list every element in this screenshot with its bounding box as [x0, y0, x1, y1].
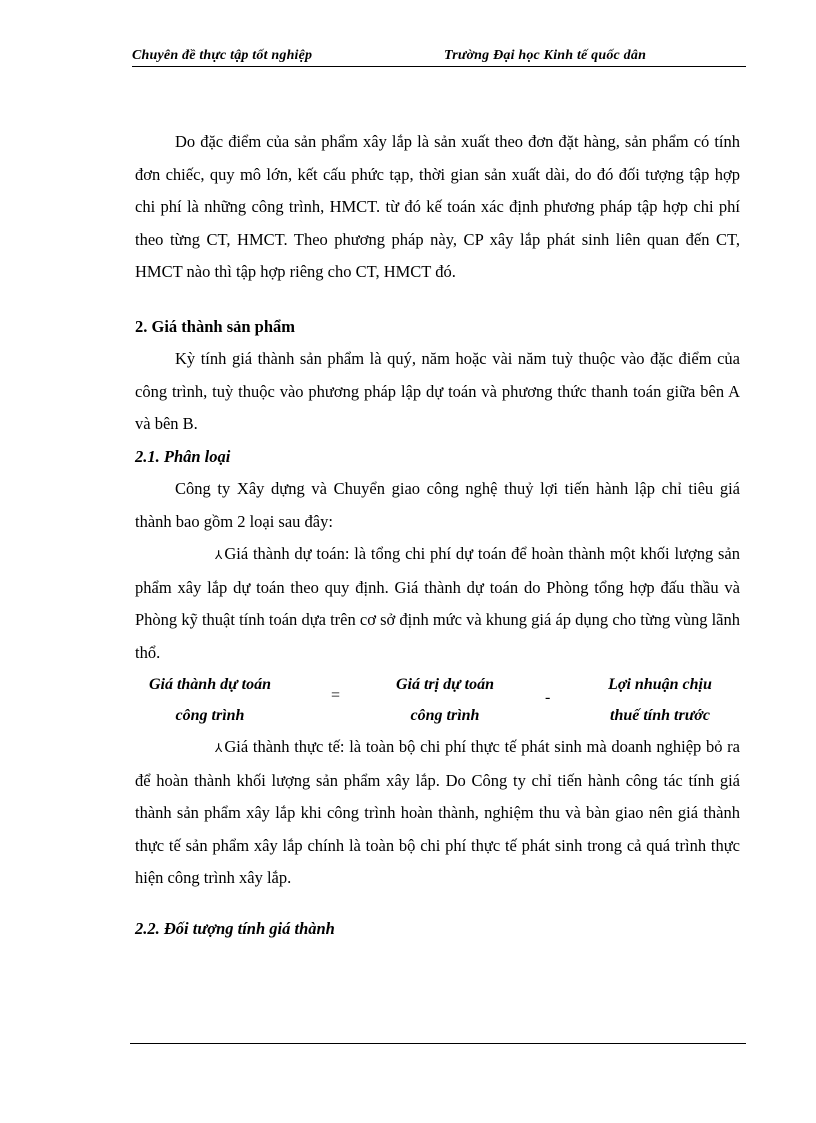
formula-term3-line2: thuế tính trước — [610, 707, 710, 724]
bullet-icon: ⅄ — [215, 548, 223, 562]
paragraph-costing-period: Kỳ tính giá thành sản phẩm là quý, năm hoặc vài năm tuỳ thuộc vào đặc điểm của công trình, tuỳ thuộc vào phương pháp lập dự toán và phương thức thanh toán giữa bên A và bên B. — [135, 349, 740, 433]
page-header — [132, 48, 746, 67]
document-body — [135, 126, 740, 945]
heading-product-cost: 2. Giá thành sản phẩm — [135, 316, 296, 336]
formula-equals-sign: = — [331, 687, 341, 704]
header-left-text: Chuyên đề thực tập tốt nghiệp — [132, 48, 313, 63]
bullet-estimated-cost — [135, 538, 740, 669]
heading-costing-object: 2.2. Đối tượng tính giá thành — [135, 918, 335, 938]
formula-term2-line1: Giá trị dự toán — [395, 676, 495, 693]
formula-minus-sign: - — [545, 689, 551, 706]
formula-term-pretax-profit — [575, 669, 745, 731]
formula-term3-line1: Lợi nhuận chịu — [608, 676, 712, 693]
cost-formula — [135, 669, 740, 731]
paragraph-cost-object: Do đặc điểm của sản phẩm xây lắp là sản xuất theo đơn đặt hàng, sản phẩm có tính đơn chiếc, quy mô lớn, kết cấu phức tạp, thời gian sản xuất dài, do đó đối tượng tập hợp chi phí là những công trình, HMCT. từ đó kế toán xác định phương pháp tập hợp chi phí theo từng CT, HMCT. Theo phương pháp này, CP xây lắp phát sinh liên quan đến CT, HMCT nào thì tập hợp riêng cho CT, HMCT đó. — [135, 132, 740, 281]
formula-term1-line2: công trình — [175, 707, 245, 724]
heading-classification: 2.1. Phân loại — [135, 446, 231, 466]
bullet-actual-cost — [135, 731, 740, 895]
header-right-text: Trường Đại học Kinh tế quốc dân — [444, 48, 647, 63]
formula-term1-line1: Giá thành dự toán — [148, 676, 272, 693]
bullet-icon: ⅄ — [215, 741, 223, 755]
formula-term-estimated-cost — [135, 669, 285, 731]
bullet-actual-cost-text: Giá thành thực tế: là toàn bộ chi phí thực tế phát sinh mà doanh nghiệp bỏ ra để hoàn thành khối lượng sản phẩm xây lắp. Do Công ty chỉ tiến hành công tác tính giá thành sản phẩm xây lắp khi công trình hoàn thành, nghiệm thu và bàn giao nên giá thành thực tế sản phẩm xây lắp chính là toàn bộ chi phí thực tế phát sinh trong cả quá trình thực hiện công trình xây lắp. — [135, 737, 740, 887]
formula-term-estimated-value — [365, 669, 525, 731]
formula-term2-line2: công trình — [410, 707, 480, 724]
bullet-estimated-cost-text: Giá thành dự toán: là tổng chi phí dự toán để hoàn thành một khối lượng sản phẩm xây lắp dự toán theo quy định. Giá thành dự toán do Phòng tổng hợp đấu thầu và Phòng kỹ thuật tính toán dựa trên cơ sở định mức và khung giá áp dụng cho từng vùng lãnh thổ. — [135, 544, 740, 662]
footer-rule — [130, 1043, 746, 1044]
paragraph-company-intro: Công ty Xây dựng và Chuyển giao công nghệ thuỷ lợi tiến hành lập chỉ tiêu giá thành bao gồm 2 loại sau đây: — [135, 479, 740, 531]
